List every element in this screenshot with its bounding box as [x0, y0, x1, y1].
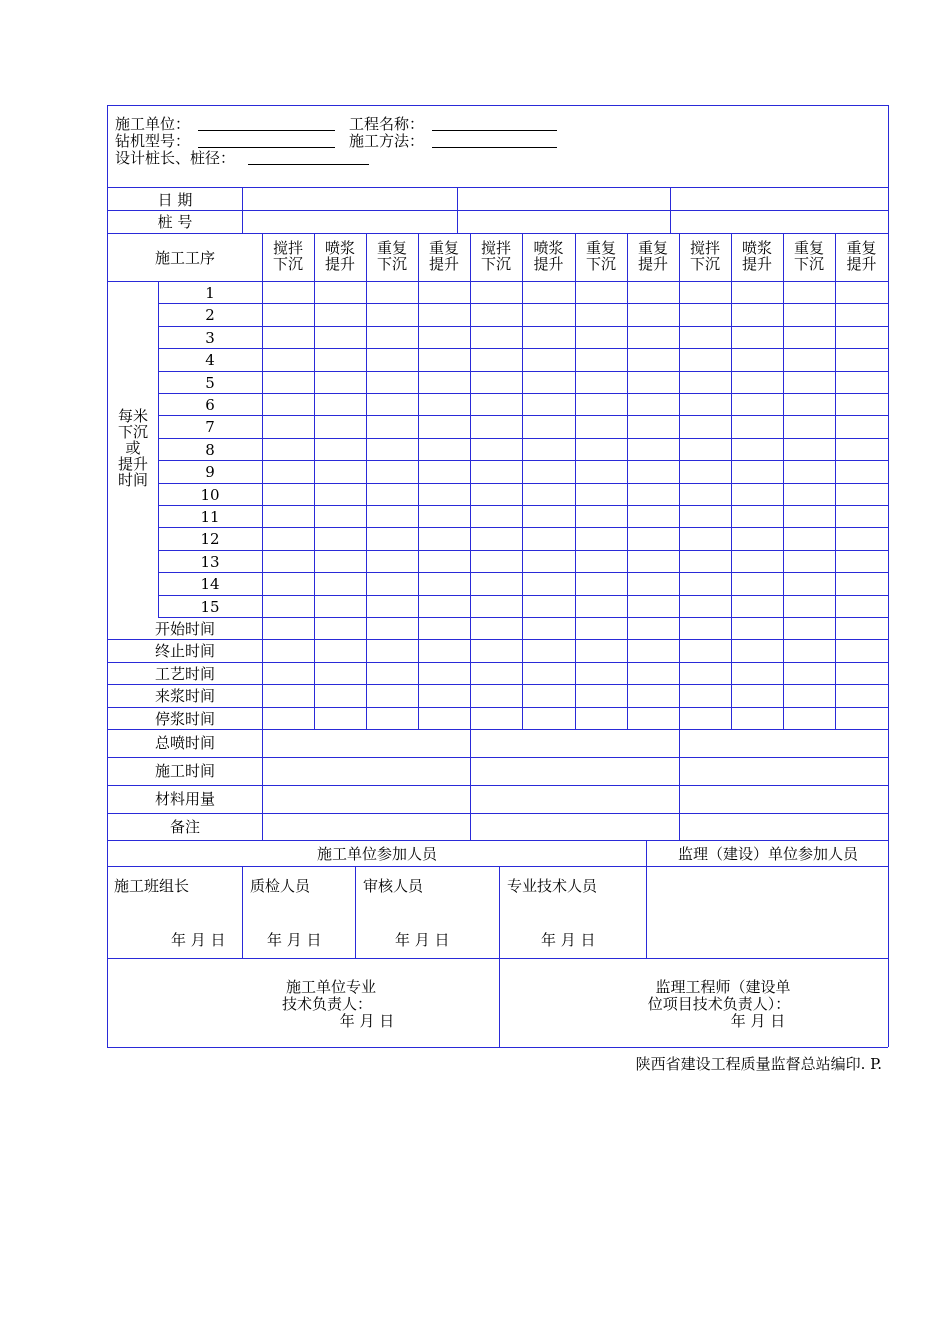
- row-number: 13: [200, 553, 220, 571]
- grid-line: [158, 393, 888, 394]
- process-column-line: 喷浆: [533, 239, 564, 257]
- grid-line: [679, 281, 680, 729]
- contractor-sign-line2: 技术负责人：: [281, 995, 373, 1013]
- process-column-line: 搅拌: [689, 239, 721, 257]
- row-number: 14: [200, 575, 220, 593]
- grid-line: [418, 281, 419, 729]
- process-column-line: 重复: [376, 239, 408, 257]
- process-column-line: 重复: [585, 239, 617, 257]
- grid-line: [314, 281, 315, 729]
- supervisor-staff-label: 监理（建设）单位参加人员: [677, 845, 859, 863]
- grid-line: [107, 233, 888, 234]
- team-leader-label: 施工班组长: [114, 877, 190, 895]
- grid-line: [470, 729, 471, 840]
- grid-line: [107, 840, 888, 841]
- contractor-sign-line1: 施工单位专业: [285, 978, 377, 996]
- rig-model-field[interactable]: [198, 147, 335, 148]
- grid-line: [627, 233, 628, 281]
- row-number: 4: [205, 351, 215, 369]
- design-pile-label: 设计桩长、桩径：: [115, 149, 236, 167]
- process-column-line: 下沉: [689, 255, 721, 273]
- process-column-header: [586, 240, 616, 272]
- date-label: 日 期: [157, 191, 193, 209]
- row-number: 15: [200, 598, 220, 616]
- grid-line: [158, 595, 888, 596]
- time-row-label: 工艺时间: [154, 665, 216, 683]
- grid-line: [679, 233, 680, 281]
- summary-row-label: 材料用量: [154, 790, 216, 808]
- per-meter-line: 或: [125, 439, 141, 457]
- construction-unit-label: 施工单位：: [115, 115, 191, 133]
- grid-line: [107, 958, 888, 959]
- summary-row-label: 总喷时间: [154, 734, 216, 752]
- process-column-line: 提升: [533, 255, 564, 273]
- grid-line: [107, 785, 888, 786]
- grid-line: [783, 233, 784, 281]
- process-column-line: 下沉: [793, 255, 825, 273]
- grid-line: [575, 281, 576, 729]
- process-column-header: [481, 240, 511, 272]
- row-number: 3: [205, 329, 215, 347]
- grid-line: [158, 281, 159, 617]
- grid-line: [158, 438, 888, 439]
- grid-line: [107, 639, 888, 640]
- row-number: 7: [205, 418, 215, 436]
- grid-line: [731, 281, 732, 729]
- process-column-line: 下沉: [376, 255, 408, 273]
- grid-line: [158, 550, 888, 551]
- process-column-header: [325, 240, 355, 272]
- row-number: 8: [205, 441, 215, 459]
- process-column-line: 重复: [793, 239, 825, 257]
- grid-line: [679, 729, 680, 840]
- grid-line: [158, 348, 888, 349]
- process-column-header: [742, 240, 772, 272]
- grid-line: [646, 840, 647, 958]
- frame-left: [107, 105, 108, 1047]
- grid-line: [262, 729, 263, 840]
- grid-line: [107, 707, 888, 708]
- process-column-header: [846, 240, 876, 272]
- row-number: 5: [205, 374, 215, 392]
- design-pile-field[interactable]: [248, 164, 369, 165]
- grid-line: [158, 483, 888, 484]
- grid-line: [355, 866, 356, 958]
- row-number: 11: [200, 508, 220, 526]
- process-column-line: 提升: [846, 255, 877, 273]
- grid-line: [262, 233, 263, 281]
- time-row-label: 停浆时间: [154, 710, 216, 728]
- process-column-line: 喷浆: [741, 239, 773, 257]
- per-meter-label: [118, 408, 148, 488]
- process-column-line: 下沉: [272, 255, 304, 273]
- row-number: 1: [205, 284, 215, 302]
- process-column-line: 搅拌: [272, 239, 304, 257]
- team-leader-date: 年 月 日: [171, 931, 226, 949]
- grid-line: [158, 572, 888, 573]
- grid-line: [158, 303, 888, 304]
- contractor-staff-label: 施工单位参加人员: [316, 845, 438, 863]
- technician-date: 年 月 日: [541, 931, 596, 949]
- grid-line: [158, 415, 888, 416]
- grid-line: [835, 233, 836, 281]
- frame-right: [888, 105, 889, 1047]
- grid-line: [242, 866, 243, 958]
- supervisor-sign-date: 年 月 日: [730, 1012, 786, 1030]
- grid-line: [107, 662, 888, 663]
- grid-line: [262, 281, 263, 729]
- technician-label: 专业技术人员: [507, 877, 598, 895]
- grid-line: [418, 233, 419, 281]
- process-column-header: [377, 240, 407, 272]
- grid-line: [158, 505, 888, 506]
- grid-line: [835, 281, 836, 729]
- row-number: 9: [205, 463, 215, 481]
- grid-line: [107, 210, 888, 211]
- grid-line: [107, 813, 888, 814]
- grid-line: [575, 233, 576, 281]
- process-column-line: 提升: [324, 255, 356, 273]
- time-row-label: 来浆时间: [154, 687, 216, 705]
- per-meter-line: 时间: [117, 471, 149, 489]
- row-number: 2: [205, 306, 215, 324]
- grid-line: [107, 757, 888, 758]
- grid-line: [670, 187, 671, 233]
- process-column-line: 喷浆: [324, 239, 356, 257]
- grid-line: [107, 866, 888, 867]
- grid-line: [457, 187, 458, 233]
- process-label: 施工工序: [154, 249, 216, 267]
- reviewer-date: 年 月 日: [395, 931, 450, 949]
- process-column-header: [794, 240, 824, 272]
- grid-line: [366, 281, 367, 729]
- grid-line: [158, 326, 888, 327]
- row-number: 12: [200, 530, 220, 548]
- grid-line: [470, 281, 471, 729]
- process-column-line: 下沉: [480, 255, 512, 273]
- contractor-sign-date: 年 月 日: [339, 1012, 395, 1030]
- per-meter-line: 每米: [117, 407, 149, 425]
- supervisor-sign-line1: 监理工程师（建设单: [655, 978, 791, 996]
- grid-line: [107, 187, 888, 188]
- process-column-header: [690, 240, 720, 272]
- process-column-line: 重复: [846, 239, 877, 257]
- frame-bottom: [107, 1047, 888, 1048]
- per-meter-line: 提升: [117, 455, 149, 473]
- grid-line: [242, 187, 243, 233]
- time-row-label: 开始时间: [154, 620, 216, 638]
- grid-line: [731, 233, 732, 281]
- process-column-line: 提升: [637, 255, 669, 273]
- process-column-line: 提升: [741, 255, 773, 273]
- frame-top: [107, 105, 888, 106]
- construction-unit-field[interactable]: [198, 130, 335, 131]
- per-meter-line: 下沉: [117, 423, 149, 441]
- grid-line: [107, 684, 888, 685]
- grid-line: [470, 233, 471, 281]
- grid-line: [522, 233, 523, 281]
- supervisor-sign-line2: 位项目技术负责人）：: [647, 995, 791, 1013]
- process-column-header: [533, 240, 563, 272]
- process-column-header: [638, 240, 668, 272]
- grid-line: [499, 958, 500, 1047]
- process-column-header: [429, 240, 459, 272]
- time-row-label: 终止时间: [154, 642, 216, 660]
- process-column-line: 重复: [637, 239, 669, 257]
- construction-method-field[interactable]: [432, 147, 557, 148]
- construction-method-label: 施工方法：: [349, 132, 425, 150]
- rig-model-label: 钻机型号：: [115, 132, 191, 150]
- row-number: 6: [205, 396, 215, 414]
- process-column-line: 搅拌: [480, 239, 512, 257]
- summary-row-label: 施工时间: [154, 762, 216, 780]
- grid-line: [499, 866, 500, 958]
- grid-line: [627, 281, 628, 729]
- project-name-label: 工程名称：: [349, 115, 425, 133]
- grid-line: [158, 371, 888, 372]
- grid-line: [366, 233, 367, 281]
- summary-row-label: 备注: [169, 818, 201, 836]
- grid-line: [158, 527, 888, 528]
- pile-no-label: 桩 号: [157, 213, 193, 231]
- quality-inspector-label: 质检人员: [250, 877, 311, 895]
- grid-line: [158, 617, 888, 618]
- reviewer-label: 审核人员: [363, 877, 424, 895]
- quality-inspector-date: 年 月 日: [267, 931, 322, 949]
- process-column-line: 下沉: [585, 255, 617, 273]
- process-column-line: 重复: [428, 239, 460, 257]
- grid-line: [522, 281, 523, 729]
- publisher-footer: 陕西省建设工程质量监督总站编印. P.: [635, 1055, 882, 1073]
- grid-line: [783, 281, 784, 729]
- process-column-header: [273, 240, 303, 272]
- grid-line: [314, 233, 315, 281]
- project-name-field[interactable]: [432, 130, 557, 131]
- grid-line: [107, 729, 888, 730]
- process-column-line: 提升: [428, 255, 460, 273]
- grid-line: [107, 281, 888, 282]
- row-number: 10: [200, 486, 220, 504]
- grid-line: [158, 460, 888, 461]
